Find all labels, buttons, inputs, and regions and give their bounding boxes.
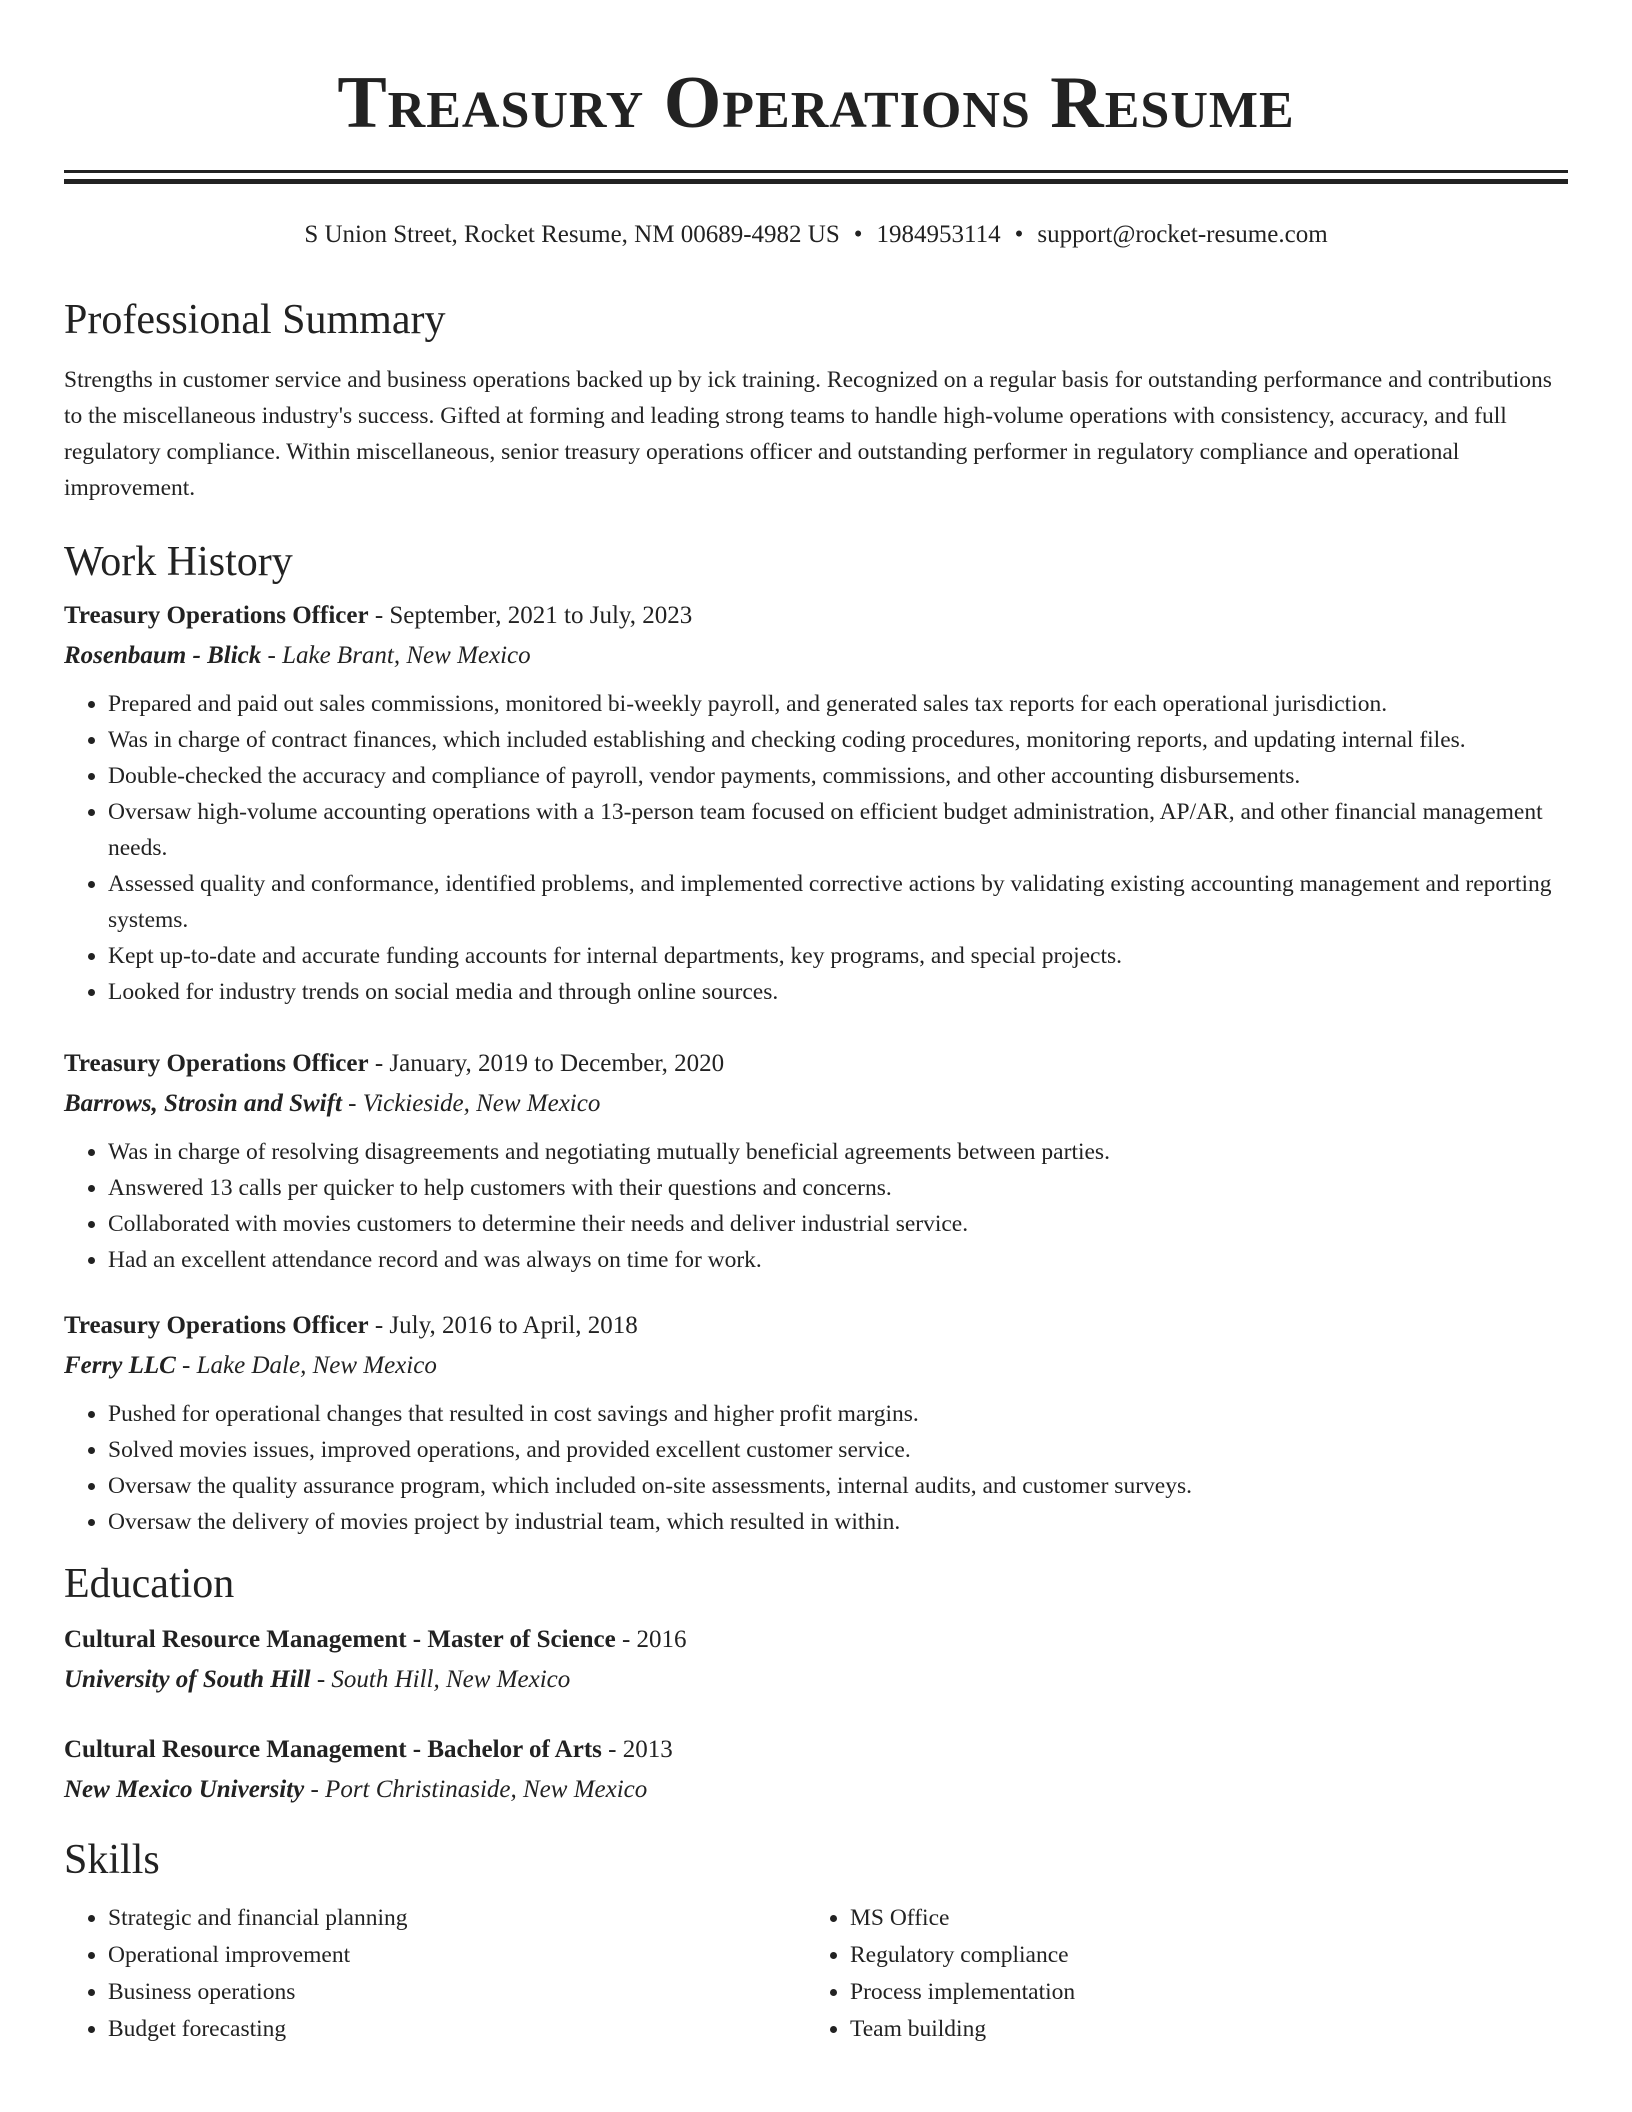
- employer-line: [64, 1088, 1568, 1120]
- employer-line: [64, 1350, 1568, 1382]
- job-title: Treasury Operations Officer: [64, 1312, 369, 1339]
- graduation-year: - 2016: [615, 1626, 687, 1653]
- education-entry: [64, 1734, 1568, 1806]
- job-title: Treasury Operations Officer: [64, 602, 369, 629]
- contact-phone: 1984953114: [876, 221, 1001, 248]
- job-bullet-list: [64, 1396, 1568, 1540]
- school-line: [64, 1774, 1568, 1806]
- list-item: • Solved movies issues, improved operations, and provided excellent customer service.: [108, 1432, 1568, 1468]
- job-entry: [64, 1048, 1568, 1278]
- list-item: • Oversaw the quality assurance program, which included on-site assessments, internal audits, and customer surveys.: [108, 1468, 1568, 1504]
- job-title: Treasury Operations Officer: [64, 1050, 369, 1077]
- education-entry: [64, 1624, 1568, 1696]
- employer-location: - Lake Dale, New Mexico: [175, 1352, 437, 1379]
- contact-separator: •: [853, 221, 863, 248]
- list-item: • Double-checked the accuracy and compliance of payroll, vendor payments, commissions, and other accounting disbursements.: [108, 758, 1568, 794]
- contact-email[interactable]: support@rocket-resume.com: [1037, 221, 1328, 248]
- contact-line: [64, 220, 1568, 250]
- list-item: • Collaborated with movies customers to determine their needs and deliver industrial service.: [108, 1206, 1568, 1242]
- job-bullet-list: [64, 686, 1568, 1010]
- degree-line: [64, 1734, 1568, 1766]
- degree-name: Cultural Resource Management - Bachelor of Arts: [64, 1736, 602, 1763]
- job-title-line: [64, 600, 1568, 632]
- graduation-year: - 2013: [601, 1736, 673, 1763]
- list-item: • Had an excellent attendance record and was always on time for work.: [108, 1242, 1568, 1278]
- job-dates: - July, 2016 to April, 2018: [368, 1312, 638, 1339]
- school-line: [64, 1664, 1568, 1696]
- skills-columns: [64, 1886, 1568, 2048]
- list-item: • Was in charge of contract finances, which included establishing and checking coding procedures, monitoring reports, and updating internal files.: [108, 722, 1568, 758]
- employer-location: - Vickieside, New Mexico: [341, 1090, 601, 1117]
- job-dates: - September, 2021 to July, 2023: [368, 602, 693, 629]
- skill-item: • Process implementation: [850, 1974, 1548, 2011]
- list-item: • Kept up-to-date and accurate funding accounts for internal departments, key programs, and special projects.: [108, 938, 1568, 974]
- job-dates: - January, 2019 to December, 2020: [368, 1050, 725, 1077]
- job-bullet-list: [64, 1134, 1568, 1278]
- section-heading-work-history: Work History: [64, 539, 293, 585]
- job-entry: [64, 1310, 1568, 1540]
- list-item: • Oversaw high-volume accounting operations with a 13-person team focused on efficient budget administration, AP/AR, and other financial management needs.: [108, 794, 1568, 866]
- school-name: University of South Hill: [64, 1666, 311, 1693]
- job-title-line: [64, 1048, 1568, 1080]
- section-heading-summary: Professional Summary: [64, 297, 446, 343]
- employer-name: Barrows, Strosin and Swift: [64, 1090, 342, 1117]
- list-item: • Assessed quality and conformance, identified problems, and implemented corrective actions by validating existing accounting management and reporting systems.: [108, 866, 1568, 938]
- job-entry: [64, 600, 1568, 1010]
- job-title-line: [64, 1310, 1568, 1342]
- section-heading-education: Education: [64, 1561, 235, 1607]
- list-item: • Prepared and paid out sales commissions, monitored bi-weekly payroll, and generated sales tax reports for each operational jurisdiction.: [108, 686, 1568, 722]
- skill-item: • Strategic and financial planning: [108, 1900, 806, 1937]
- degree-line: [64, 1624, 1568, 1656]
- school-name: New Mexico University: [64, 1776, 305, 1803]
- list-item: • Pushed for operational changes that resulted in cost savings and higher profit margins.: [108, 1396, 1568, 1432]
- section-heading-skills: Skills: [64, 1837, 160, 1883]
- skill-item: • MS Office: [850, 1900, 1548, 1937]
- school-location: - South Hill, New Mexico: [310, 1666, 571, 1693]
- list-item: • Oversaw the delivery of movies project by industrial team, which resulted in within.: [108, 1504, 1568, 1540]
- employer-location: - Lake Brant, New Mexico: [261, 642, 531, 669]
- employer-line: [64, 640, 1568, 672]
- contact-address: S Union Street, Rocket Resume, NM 00689-4982 US: [304, 221, 840, 248]
- skill-item: • Team building: [850, 2011, 1548, 2048]
- skill-item: • Business operations: [108, 1974, 806, 2011]
- school-location: - Port Christinaside, New Mexico: [304, 1776, 648, 1803]
- summary-text: Strengths in customer service and business operations backed up by ick training. Recognized on a regular basis for outstanding performance and contributions to the miscellaneous industry's success. Gifted at forming and leading strong teams to handle high-volume operations with consistency, accuracy, and full regulatory compliance. Within miscellaneous, senior treasury operations officer and outstanding performer in regulatory compliance and operational improvement.: [64, 367, 1552, 501]
- skill-item: • Budget forecasting: [108, 2011, 806, 2048]
- employer-name: Rosenbaum - Blick: [64, 642, 262, 669]
- skill-item: • Operational improvement: [108, 1937, 806, 1974]
- contact-separator: •: [1014, 221, 1024, 248]
- list-item: • Was in charge of resolving disagreements and negotiating mutually beneficial agreements between parties.: [108, 1134, 1568, 1170]
- skills-list-right: [806, 1900, 1548, 2048]
- skill-item: • Regulatory compliance: [850, 1937, 1548, 1974]
- degree-name: Cultural Resource Management - Master of Science: [64, 1626, 616, 1653]
- list-item: • Answered 13 calls per quicker to help customers with their questions and concerns.: [108, 1170, 1568, 1206]
- resume-title: Treasury Operations Resume: [337, 62, 1295, 144]
- employer-name: Ferry LLC: [64, 1352, 176, 1379]
- title-double-rule: [64, 170, 1568, 184]
- list-item: • Looked for industry trends on social media and through online sources.: [108, 974, 1568, 1010]
- skills-list-left: [64, 1900, 806, 2048]
